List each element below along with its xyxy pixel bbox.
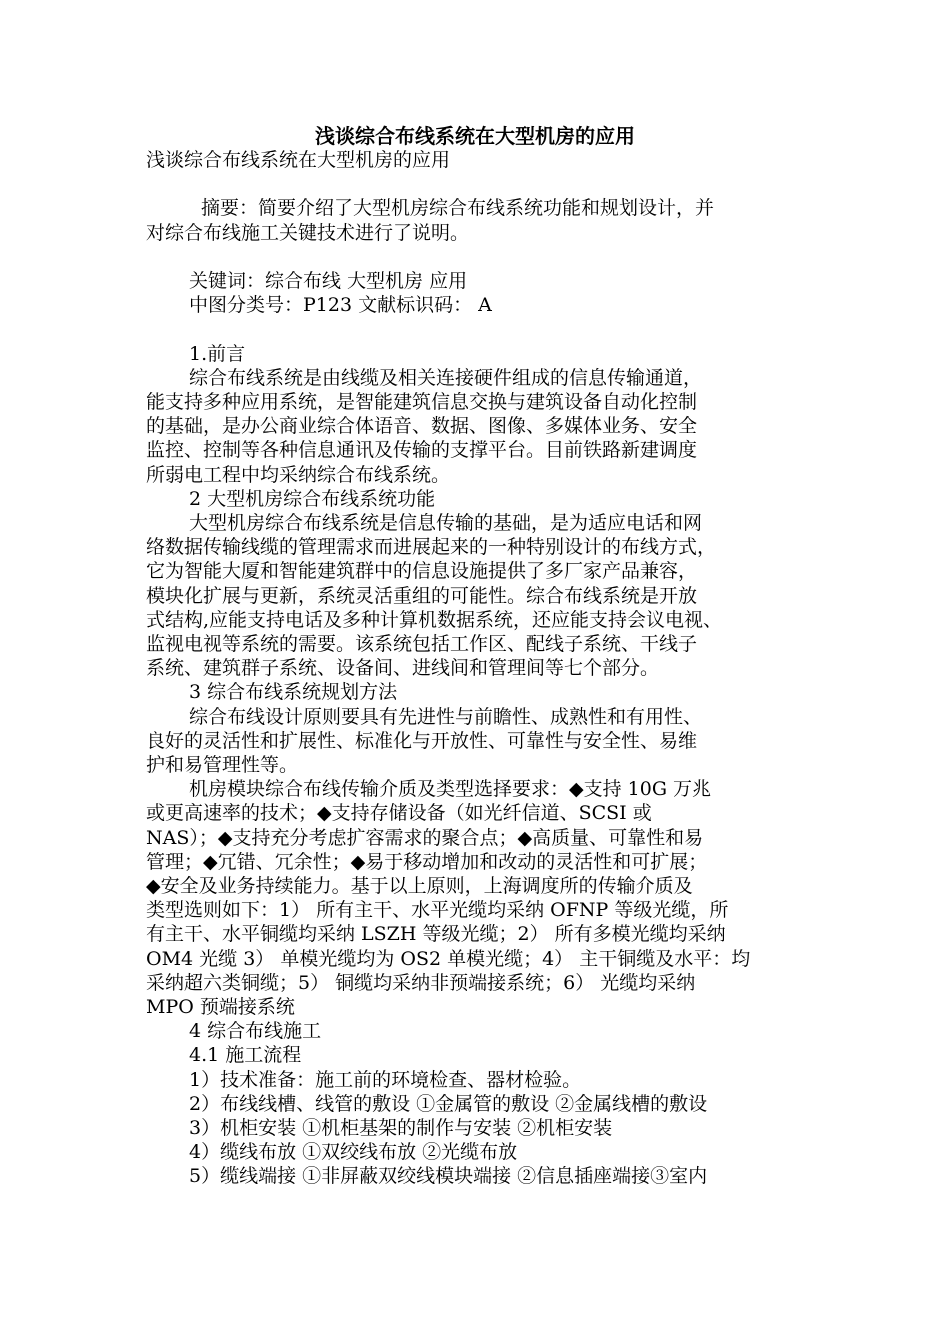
paragraph-line: 所弱电工程中均采纳综合布线系统。 — [146, 463, 451, 486]
paragraph-line: 综合布线系统是由线缆及相关连接硬件组成的信息传输通道， — [189, 366, 703, 389]
section-heading: 1.前言 — [189, 342, 246, 365]
section-heading: 4 综合布线施工 — [189, 1020, 322, 1043]
paragraph-line: 大型机房综合布线系统是信息传输的基础，是为适应电话和网 — [189, 512, 703, 534]
abstract-line: 对综合布线施工关键技术进行了说明。 — [146, 221, 470, 244]
spacer — [146, 172, 821, 196]
list-item: 4）缆线布放 ①双绞线布放 ②光缆布放 — [189, 1141, 518, 1164]
list-item: 5）缆线端接 ①非屏蔽双绞线模块端接 ②信息插座端接③室内 — [189, 1165, 708, 1188]
paragraph-line: 监控、控制等各种信息通讯及传输的支撑平台。目前铁路新建调度 — [146, 439, 698, 462]
paragraph-line: 机房模块综合布线传输介质及类型选择要求：◆支持 10G 万兆 — [189, 778, 712, 801]
paragraph-line: 护和易管理性等。 — [146, 754, 299, 777]
subsection-heading: 4.1 施工流程 — [189, 1044, 302, 1067]
document-title: 浅谈综合布线系统在大型机房的应用 — [315, 124, 635, 148]
list-item: 1）技术准备：施工前的环境检查、器材检验。 — [189, 1068, 582, 1091]
paragraph-line: 采纳超六类铜缆；5） 铜缆均采纳非预端接系统；6） 光缆均采纳 — [146, 971, 696, 994]
paragraph-line: 管理；◆冗错、冗余性；◆易于移动增加和改动的灵活性和可扩展； — [146, 850, 708, 873]
paragraph-line: 能支持多种应用系统，是智能建筑信息交换与建筑设备自动化控制 — [146, 390, 698, 413]
list-item: 2）布线线槽、线管的敷设 ①金属管的敷设 ②金属线槽的敷设 — [189, 1092, 708, 1115]
paragraph-line: 式结构,应能支持电话及多种计算机数据系统，还应能支持会议电视、 — [146, 608, 723, 631]
document-subtitle: 浅谈综合布线系统在大型机房的应用 — [146, 149, 451, 171]
paragraph-line: OM4 光缆 3） 单模光缆均为 OS2 单模光缆；4） 主干铜缆及水平：均 — [146, 947, 751, 970]
paragraph-line: 监视电视等系统的需要。该系统包括工作区、配线子系统、干线子 — [146, 633, 698, 656]
paragraph-line: 有主干、水平铜缆均采纳 LSZH 等级光缆；2） 所有多模光缆均采纳 — [146, 923, 726, 946]
classification: 中图分类号：P123 文献标识码： A — [189, 294, 492, 317]
paragraph-line: 的基础，是办公商业综合体语音、数据、图像、多媒体业务、安全 — [146, 415, 698, 438]
spacer — [146, 245, 821, 269]
paragraph-line: NAS）；◆支持充分考虑扩容需求的聚合点；◆高质量、可靠性和易 — [146, 826, 704, 849]
section-heading: 2 大型机房综合布线系统功能 — [189, 487, 436, 510]
paragraph-line: 或更高速率的技术；◆支持存储设备（如光纤信道、SCSI 或 — [146, 802, 652, 825]
document-body — [146, 148, 821, 1189]
paragraph-line: 模块化扩展与更新，系统灵活重组的可能性。综合布线系统是开放 — [146, 584, 698, 607]
paragraph-line: 良好的灵活性和扩展性、标准化与开放性、可靠性与安全性、易维 — [146, 729, 698, 752]
paragraph-line: ◆安全及业务持续能力。基于以上原则，上海调度所的传输介质及 — [146, 875, 693, 898]
paragraph-line: 类型选则如下：1） 所有主干、水平光缆均采纳 OFNP 等级光缆，所 — [146, 899, 729, 922]
paragraph-line: 它为智能大厦和智能建筑群中的信息设施提供了多厂家产品兼容， — [146, 560, 698, 583]
list-item: 3）机柜安装 ①机柜基架的制作与安装 ②机柜安装 — [189, 1117, 613, 1140]
paragraph-line: 络数据传输线缆的管理需求而进展起来的一种特别设计的布线方式， — [146, 536, 717, 559]
paragraph-line: 系统、建筑群子系统、设备间、进线间和管理间等七个部分。 — [146, 657, 660, 680]
abstract-line: 摘要：简要介绍了大型机房综合布线系统功能和规划设计，并 — [201, 197, 715, 220]
spacer — [146, 317, 821, 341]
paragraph-line: 综合布线设计原则要具有先进性与前瞻性、成熟性和有用性、 — [189, 705, 703, 728]
paragraph-line: MPO 预端接系统 — [146, 996, 295, 1019]
section-heading: 3 综合布线系统规划方法 — [189, 681, 398, 704]
keywords: 关键词：综合布线 大型机房 应用 — [189, 269, 468, 292]
